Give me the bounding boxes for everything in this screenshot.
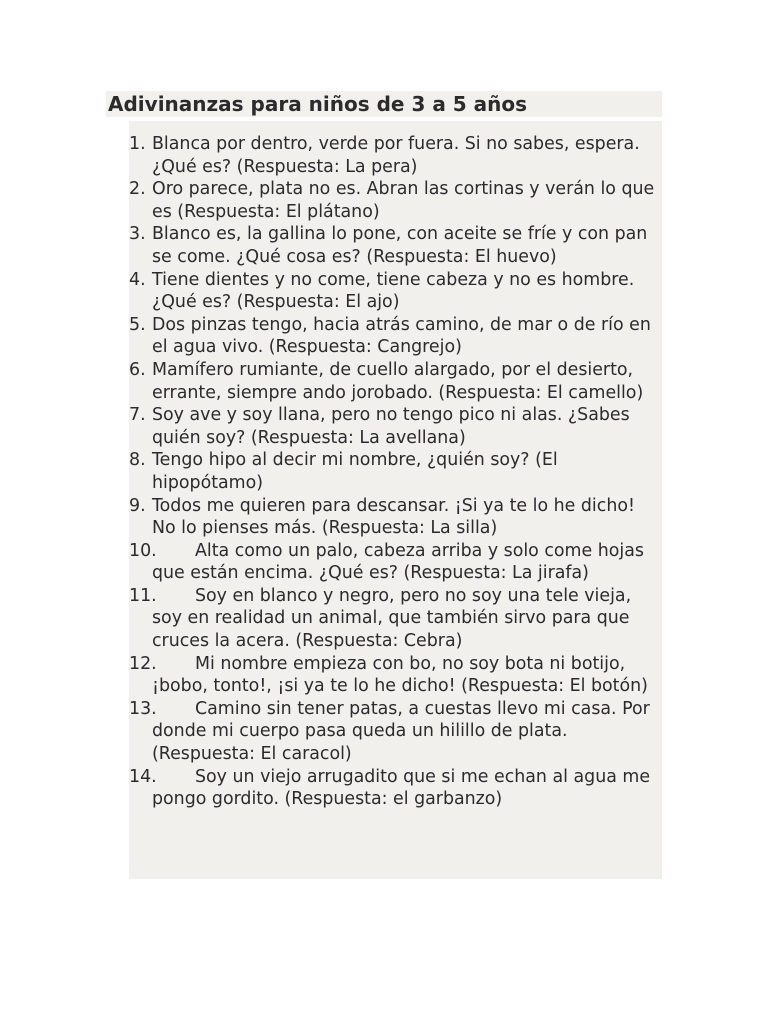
item-text: Blanco es, la gallina lo pone, con aceite se fríe y con pan se come. ¿Qué cosa es? (Respuesta: El huevo) (152, 224, 648, 267)
list-item (129, 540, 662, 585)
item-number: 5. (129, 314, 146, 335)
riddle-list (129, 133, 662, 811)
item-number: 13. (129, 698, 157, 719)
list-item (129, 653, 662, 698)
list-item (129, 359, 662, 404)
item-text: Mamífero rumiante, de cuello alargado, por el desierto, errante, siempre ando jorobado. (Respuesta: El camello) (152, 359, 644, 403)
list-item (129, 178, 662, 223)
item-number: 6. (129, 359, 146, 380)
item-number: 14. (129, 766, 157, 787)
list-item (129, 585, 662, 653)
item-text: Oro parece, plata no es. Abran las cortinas y verán lo que es (Respuesta: El plátano) (152, 179, 655, 222)
item-number: 4. (129, 269, 146, 290)
item-text: Camino sin tener patas, a cuestas llevo mi casa. Por donde mi cuerpo pasa queda un hilillo de plata. (Respuesta: El caracol) (152, 698, 650, 765)
item-text: Mi nombre empieza con bo, no soy bota ni botijo, ¡bobo, tonto!, ¡si ya te lo he dicho! (Respuesta: El botón) (152, 653, 648, 697)
item-number: 2. (129, 179, 146, 200)
item-text: Tengo hipo al decir mi nombre, ¿quién soy? (El hipopótamo) (152, 450, 558, 493)
list-item (129, 495, 662, 540)
list-item (129, 404, 662, 449)
list-item (129, 766, 662, 811)
page-title: Adivinanzas para niños de 3 a 5 años (108, 92, 528, 116)
list-item (129, 314, 662, 359)
item-text: Alta como un palo, cabeza arriba y solo come hojas que están encima. ¿Qué es? (Respuesta: La jirafa) (152, 540, 644, 584)
item-text: Tiene dientes y no come, tiene cabeza y no es hombre. ¿Qué es? (Respuesta: El ajo) (152, 269, 635, 313)
list-item (129, 133, 662, 178)
item-number: 12. (129, 653, 157, 674)
item-text: Todos me quieren para descansar. ¡Si ya te lo he dicho! No lo pienses más. (Respuesta: La silla) (152, 495, 635, 539)
list-item (129, 223, 662, 268)
item-number: 8. (129, 450, 146, 471)
item-text: Blanca por dentro, verde por fuera. Si no sabes, espera. ¿Qué es? (Respuesta: La pera) (152, 134, 640, 177)
item-text: Dos pinzas tengo, hacia atrás camino, de mar o de río en el agua vivo. (Respuesta: Cangrejo) (152, 314, 651, 358)
list-item (129, 269, 662, 314)
list-item (129, 449, 662, 494)
item-number: 3. (129, 224, 146, 245)
item-text: Soy en blanco y negro, pero no soy una tele vieja, soy en realidad un animal, que también sirvo para que cruces la acera. (Respuesta: Cebra) (152, 585, 632, 652)
item-number: 11. (129, 585, 157, 606)
item-text: Soy ave y soy llana, pero no tengo pico ni alas. ¿Sabes quién soy? (Respuesta: La avellana) (152, 405, 630, 448)
item-text: Soy un viejo arrugadito que si me echan al agua me pongo gordito. (Respuesta: el garbanzo) (152, 766, 651, 810)
list-item (129, 698, 662, 766)
item-number: 1. (129, 134, 146, 154)
item-number: 9. (129, 495, 146, 516)
item-number: 7. (129, 405, 146, 426)
item-number: 10. (129, 540, 157, 561)
